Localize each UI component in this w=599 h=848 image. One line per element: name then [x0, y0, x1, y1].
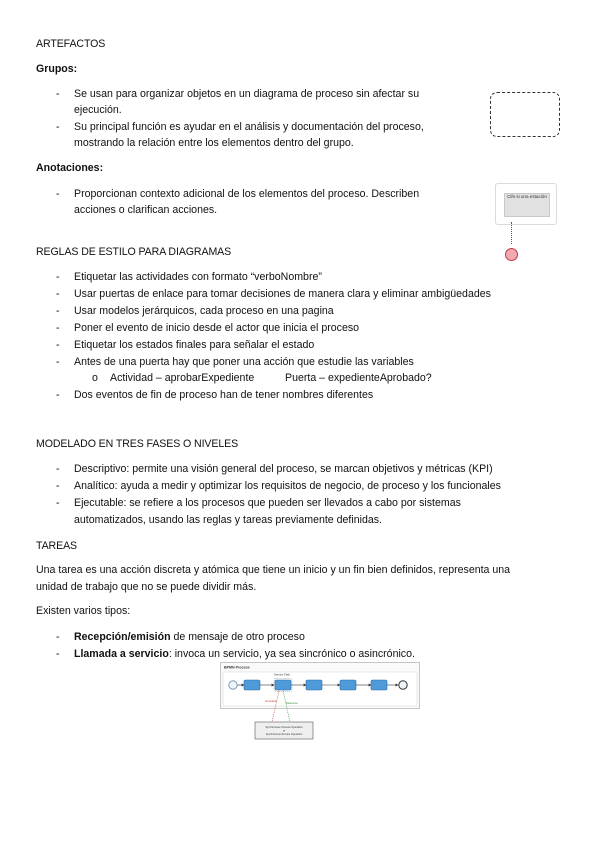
- tipo-item-2: [74, 647, 415, 662]
- modelado-item-3-line2: automatizados, usando las reglas y tareas previamente definidas.: [74, 514, 382, 526]
- annotation-artifact-illustration: [495, 183, 557, 225]
- tipo-item-1-bold: Recepción/emisión: [74, 631, 171, 643]
- bullet-dash: -: [56, 631, 60, 643]
- tipo-item-2-rest: : invoca un servicio, ya sea sincrónico o asincrónico.: [168, 648, 415, 660]
- annotation-text-box: [504, 193, 550, 217]
- bullet-dash: -: [56, 480, 60, 492]
- task-3: [306, 680, 322, 690]
- modelado-item-1: Descriptivo: permite una visión general del proceso, se marcan objetivos y métricas (KPI): [74, 463, 493, 475]
- bullet-dash: -: [56, 305, 60, 317]
- task-1: [244, 680, 260, 690]
- tareas-paragraph-line2: unidad de trabajo que no se puede dividir más.: [36, 581, 257, 593]
- tipo-item-1-rest: de mensaje de otro proceso: [170, 631, 305, 643]
- task-4: [340, 680, 356, 690]
- association-line: [511, 222, 512, 244]
- bullet-dash: -: [56, 188, 60, 200]
- bullet-dash: -: [56, 389, 60, 401]
- bullet-dash: -: [56, 88, 60, 100]
- bullet-dash: -: [56, 339, 60, 351]
- tareas-paragraph-line1: Una tarea es una acción discreta y atómica que tiene un inicio y un fin bien definidos, representa una: [36, 564, 511, 576]
- service-line3: Synchronous Service Operation: [265, 733, 303, 736]
- grupos-item-2-line2: mostrando la relación entre los elementos dentro del grupo.: [74, 137, 354, 149]
- reglas-sub-item-a: Actividad – aprobarExpediente: [110, 372, 255, 384]
- reglas-item-6: Antes de una puerta hay que poner una acción que estudie las variables: [74, 356, 414, 368]
- task-5: [371, 680, 387, 690]
- annotation-text: Cifs si una estación: [507, 194, 547, 199]
- start-event-icon: [229, 681, 237, 689]
- bullet-dash: -: [56, 271, 60, 283]
- bullet-dash: -: [56, 322, 60, 334]
- diagram-title: BPMN Process: [224, 665, 250, 670]
- sub-bullet: o: [92, 372, 98, 384]
- grupos-item-1-line1: Se usan para organizar objetos en un diagrama de proceso sin afectar su: [74, 88, 420, 100]
- anotaciones-item-1-line1: Proporcionan contexto adicional de los elementos del proceso. Describen: [74, 188, 420, 200]
- event-circle-icon: [505, 248, 518, 261]
- subheading-grupos: Grupos:: [36, 63, 78, 75]
- reglas-item-5: Etiquetar los estados finales para señalar el estado: [74, 339, 315, 351]
- section-heading-modelado: MODELADO EN TRES FASES O NIVELES: [36, 438, 239, 450]
- grupos-item-2-line1: Su principal función es ayudar en el análisis y documentación del proceso,: [74, 121, 424, 133]
- bullet-dash: -: [56, 497, 60, 509]
- subheading-anotaciones: Anotaciones:: [36, 162, 104, 174]
- grupos-item-1-line2: ejecución.: [74, 104, 122, 116]
- service-line1: Synchronous Process Operation: [265, 726, 303, 729]
- bullet-dash: -: [56, 648, 60, 660]
- bullet-dash: -: [56, 463, 60, 475]
- modelado-item-2: Analítico: ayuda a medir y optimizar los requisitos de negocio, de proceso y los funcionales: [74, 480, 501, 492]
- section-heading-reglas: REGLAS DE ESTILO PARA DIAGRAMAS: [36, 246, 232, 258]
- tareas-tipos-intro: Existen varios tipos:: [36, 605, 131, 617]
- reglas-item-7: Dos eventos de fin de proceso han de tener nombres diferentes: [74, 389, 374, 401]
- reglas-item-3: Usar modelos jerárquicos, cada proceso en una pagina: [74, 305, 334, 317]
- modelado-item-3-line1: Ejecutable: se refiere a los procesos que pueden ser llevados a cabo por sistemas: [74, 497, 461, 509]
- section-heading-tareas: TAREAS: [36, 540, 77, 552]
- service-task: [275, 680, 291, 690]
- reglas-sub-item-b: Puerta – expedienteAprobado?: [285, 372, 432, 384]
- service-task-label: Service Task: [274, 672, 290, 677]
- bullet-dash: -: [56, 356, 60, 368]
- reglas-item-4: Poner el evento de inicio desde el actor que inicia el proceso: [74, 322, 360, 334]
- bullet-dash: -: [56, 288, 60, 300]
- tipo-item-1: [74, 630, 305, 645]
- bpmn-service-task-diagram: [220, 662, 420, 744]
- tipo-item-2-bold: Llamada a servicio: [74, 648, 169, 660]
- service-line2: or: [282, 729, 286, 733]
- section-heading-artefactos: ARTEFACTOS: [36, 38, 106, 50]
- group-artifact-illustration: [490, 92, 560, 137]
- end-event-icon: [399, 681, 407, 689]
- anotaciones-item-1-line2: acciones o clarifican acciones.: [74, 204, 218, 216]
- reglas-item-1: Etiquetar las actividades con formato “verboNombre”: [74, 271, 322, 283]
- bullet-dash: -: [56, 121, 60, 133]
- reglas-item-2: Usar puertas de enlace para tomar decisiones de manera clara y eliminar ambigüedades: [74, 288, 491, 300]
- response-label: Response: [286, 702, 298, 705]
- invocation-label: Invocation: [265, 700, 277, 703]
